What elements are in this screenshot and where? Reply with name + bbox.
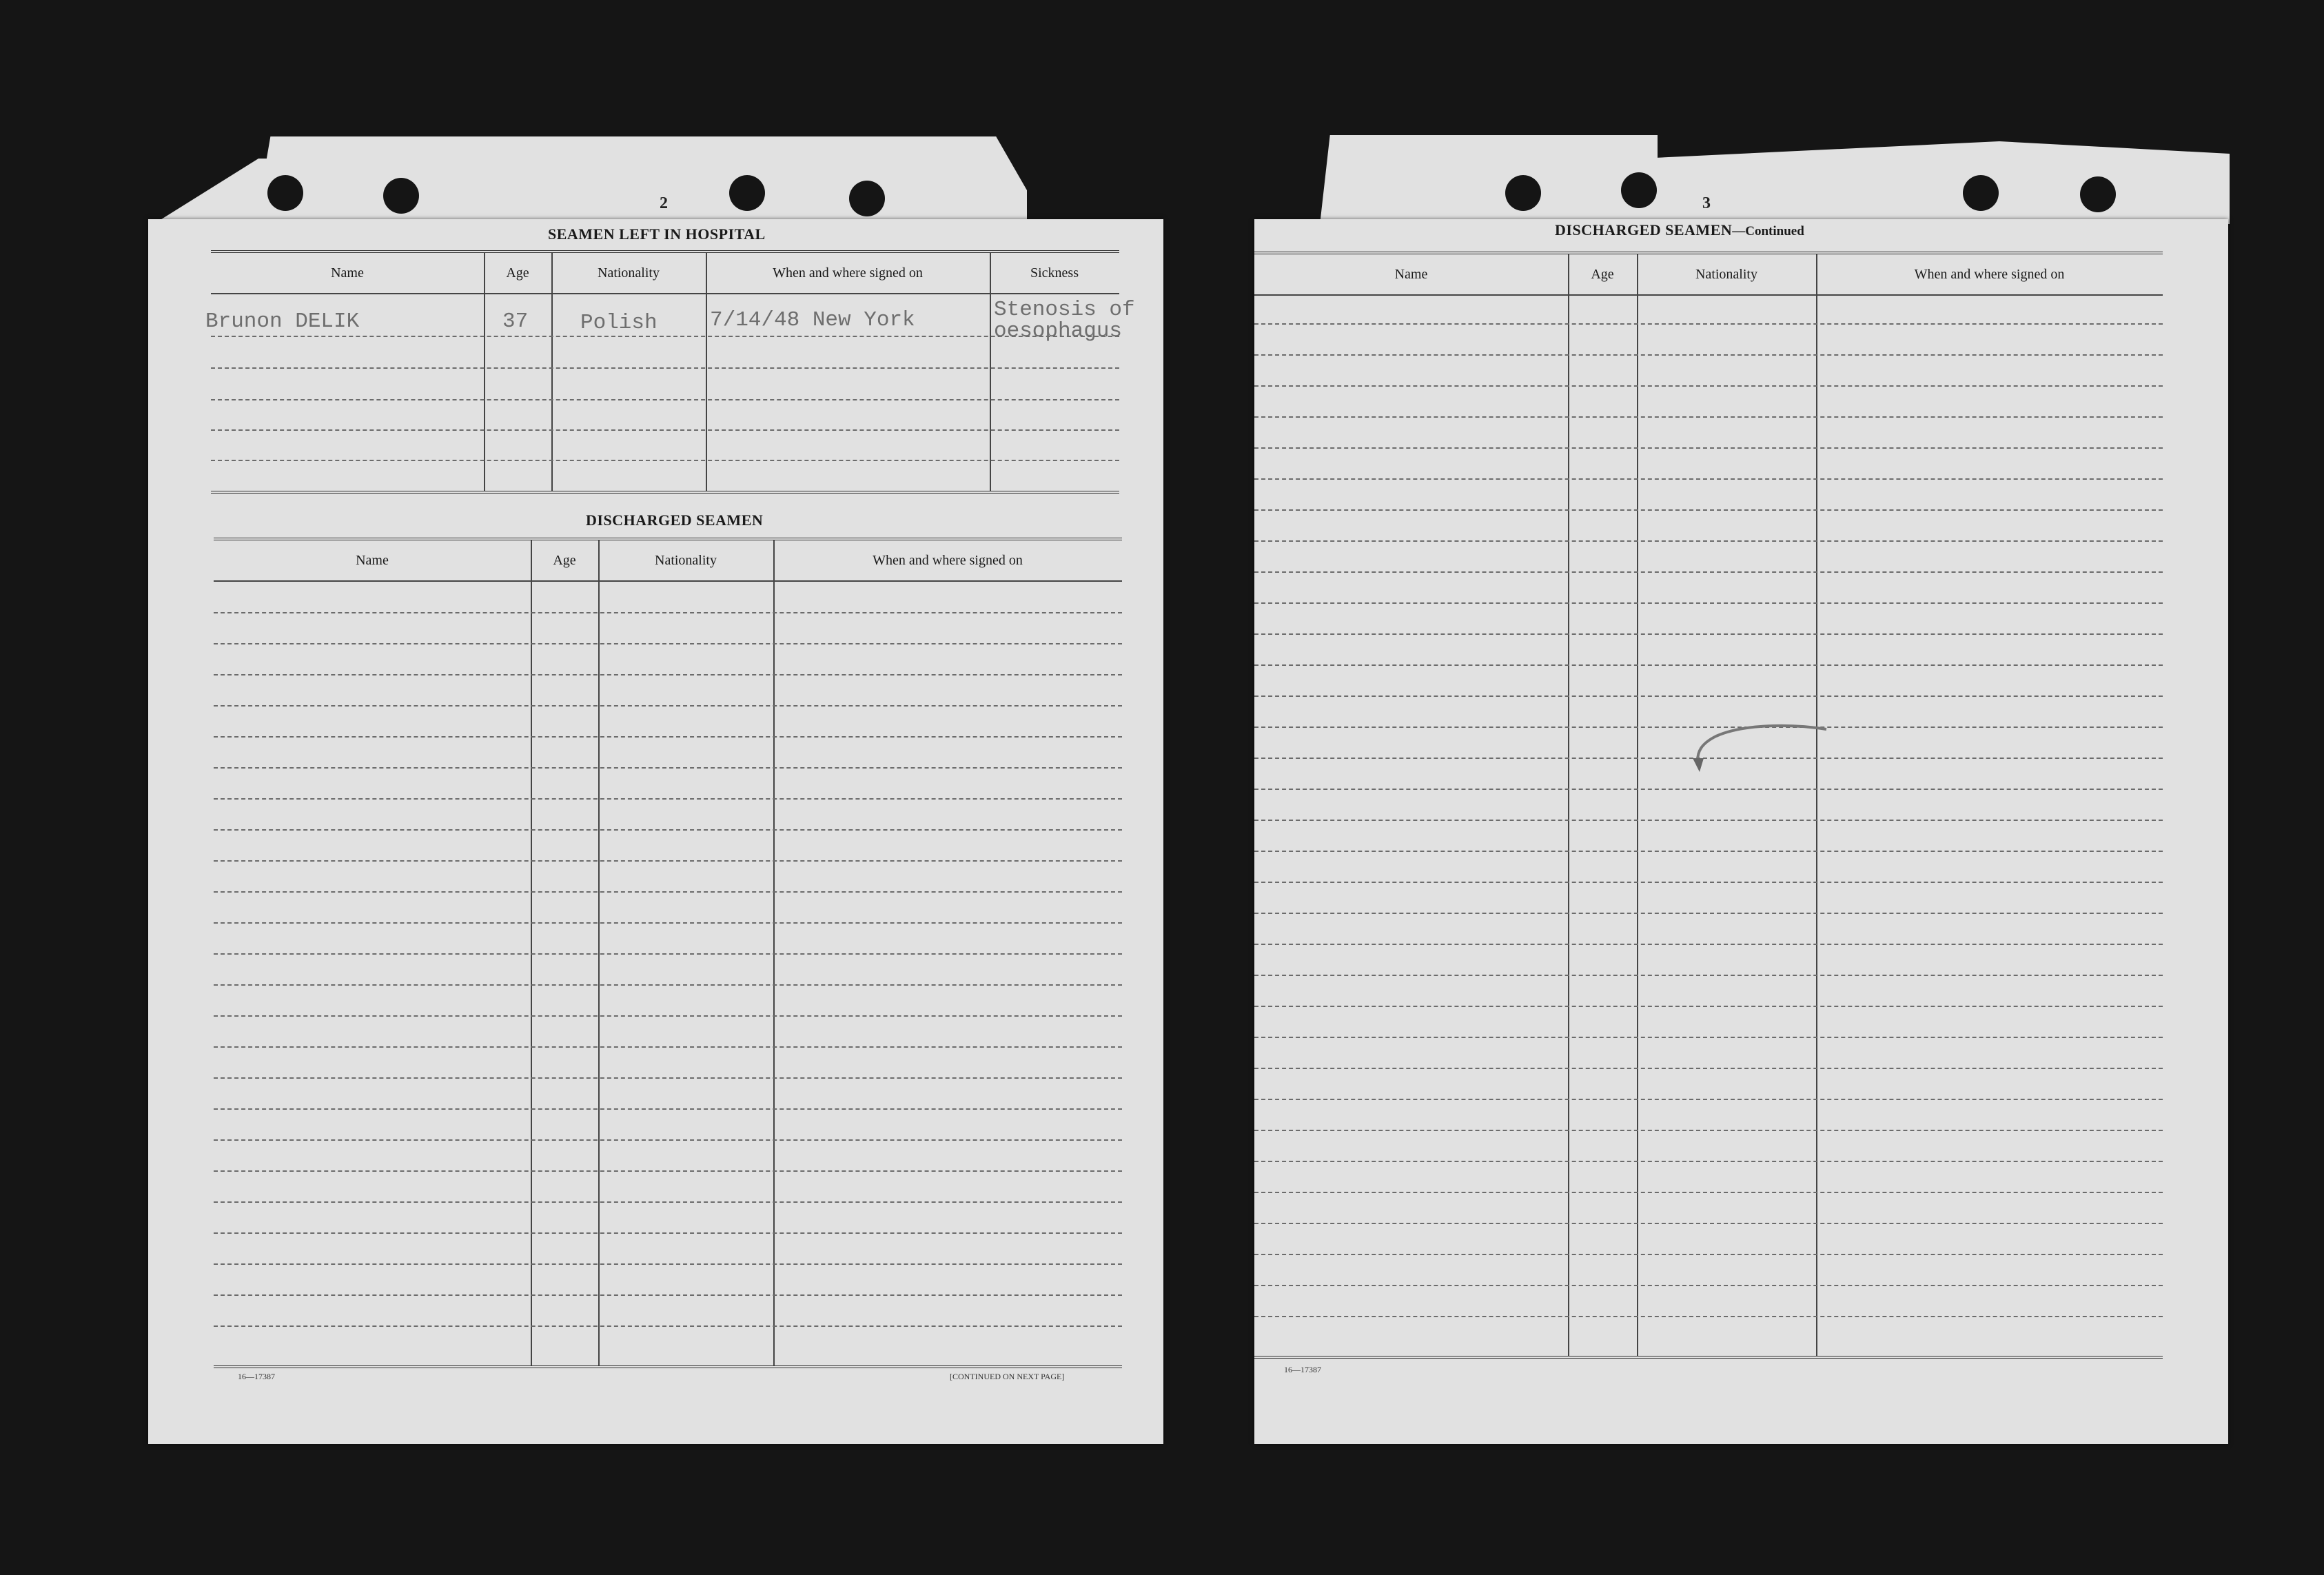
- row-line: [1254, 1223, 2163, 1224]
- row-line: [1254, 478, 2163, 480]
- hospital-entry-name: Brunon DELIK: [205, 309, 360, 334]
- row-line: [1254, 1161, 2163, 1162]
- row-line: [214, 612, 1122, 613]
- row-line: [1254, 385, 2163, 387]
- row-line: [1254, 820, 2163, 821]
- row-line: [1254, 602, 2163, 604]
- binder-hole: [1963, 175, 1999, 211]
- row-line: [214, 736, 1122, 738]
- left-page-tab: [255, 136, 1027, 226]
- column-divider: [990, 253, 991, 491]
- column-header-name: Name: [211, 253, 484, 294]
- hospital-entry-signed-on: 7/14/48 New York: [710, 308, 915, 332]
- column-divider: [484, 253, 485, 491]
- row-line: [214, 891, 1122, 893]
- hospital-entry-sickness-cont: oesophagus: [994, 319, 1123, 343]
- row-line: [214, 1046, 1122, 1048]
- row-line: [211, 460, 1119, 461]
- column-header-sickness: Sickness: [990, 253, 1119, 294]
- row-line: [1254, 633, 2163, 635]
- page-number-right: 3: [1702, 194, 1711, 212]
- discharged-table-left: [214, 538, 1122, 1368]
- hospital-table: [211, 250, 1119, 494]
- column-divider: [706, 253, 707, 491]
- row-line: [1254, 1006, 2163, 1007]
- column-header-name: Name: [1254, 254, 1568, 296]
- row-line: [214, 1108, 1122, 1110]
- row-line: [214, 767, 1122, 769]
- continued-suffix: —Continued: [1732, 224, 1804, 238]
- row-line: [214, 674, 1122, 675]
- column-divider: [1568, 254, 1569, 1356]
- column-header-signed-on: When and where signed on: [1816, 254, 2163, 296]
- row-line: [214, 1294, 1122, 1296]
- row-line: [1254, 975, 2163, 976]
- row-line: [211, 399, 1119, 400]
- discharged-section-title: DISCHARGED SEAMEN: [586, 511, 764, 529]
- hospital-section-title: SEAMEN LEFT IN HOSPITAL: [548, 225, 766, 243]
- row-line: [214, 984, 1122, 986]
- column-divider: [1637, 254, 1638, 1356]
- row-line: [214, 860, 1122, 862]
- row-line: [214, 922, 1122, 924]
- right-page-tab: [1320, 135, 1658, 225]
- row-line: [214, 1325, 1122, 1327]
- row-line: [1254, 447, 2163, 449]
- column-header-name: Name: [214, 540, 531, 582]
- page-number-left: 2: [660, 194, 668, 212]
- row-line: [214, 1170, 1122, 1172]
- row-line: [214, 705, 1122, 707]
- column-header-age: Age: [1568, 254, 1637, 296]
- row-line: [211, 429, 1119, 431]
- row-line: [214, 1015, 1122, 1017]
- row-line: [1254, 1192, 2163, 1193]
- row-line: [1254, 416, 2163, 418]
- column-header-age: Age: [531, 540, 598, 582]
- column-header-nationality: Nationality: [598, 540, 773, 582]
- discharged-continued-title-text: DISCHARGED SEAMEN: [1555, 221, 1733, 238]
- row-line: [211, 367, 1119, 369]
- row-line: [1254, 789, 2163, 790]
- pencil-mark: [1668, 724, 1833, 779]
- form-number-right: 16—17387: [1284, 1365, 1321, 1374]
- row-line: [1254, 1254, 2163, 1255]
- row-line: [1254, 571, 2163, 573]
- binder-hole: [383, 178, 419, 214]
- row-line: [1254, 851, 2163, 852]
- row-line: [1254, 1316, 2163, 1317]
- row-line: [1254, 882, 2163, 883]
- row-line: [214, 1263, 1122, 1265]
- row-line: [1254, 540, 2163, 542]
- hospital-entry-nationality: Polish: [580, 311, 658, 335]
- row-line: [214, 798, 1122, 800]
- column-divider: [551, 253, 553, 491]
- column-header-nationality: Nationality: [1637, 254, 1816, 296]
- row-line: [1254, 354, 2163, 356]
- row-line: [1254, 1037, 2163, 1038]
- row-line: [214, 829, 1122, 831]
- hospital-entry-sickness: Stenosis of: [994, 298, 1135, 322]
- row-line: [1254, 323, 2163, 325]
- binder-hole: [2080, 176, 2116, 212]
- right-page-tab-right: [1654, 141, 2230, 224]
- discharged-table-right: [1254, 252, 2163, 1359]
- row-line: [1254, 695, 2163, 697]
- row-line: [1254, 1068, 2163, 1069]
- row-line: [214, 1201, 1122, 1203]
- row-line: [1254, 1285, 2163, 1286]
- row-line: [214, 953, 1122, 955]
- column-header-nationality: Nationality: [551, 253, 706, 294]
- discharged-continued-title: [1555, 221, 1804, 239]
- continued-note: [CONTINUED ON NEXT PAGE]: [950, 1372, 1065, 1381]
- row-line: [214, 1077, 1122, 1079]
- row-line: [214, 1232, 1122, 1234]
- column-header-signed-on: When and where signed on: [706, 253, 990, 294]
- column-divider: [1816, 254, 1817, 1356]
- row-line: [1254, 1130, 2163, 1131]
- row-line: [1254, 664, 2163, 666]
- row-line: [1254, 944, 2163, 945]
- binder-hole: [849, 181, 885, 216]
- row-line: [211, 336, 1119, 337]
- column-header-signed-on: When and where signed on: [773, 540, 1122, 582]
- row-line: [214, 643, 1122, 644]
- column-header-age: Age: [484, 253, 551, 294]
- binder-hole: [267, 175, 303, 211]
- row-line: [1254, 913, 2163, 914]
- binder-hole: [729, 175, 765, 211]
- row-line: [1254, 1099, 2163, 1100]
- hospital-entry-age: 37: [502, 309, 529, 334]
- row-line: [214, 1139, 1122, 1141]
- form-number-left: 16—17387: [238, 1372, 275, 1381]
- binder-hole: [1621, 172, 1657, 208]
- row-line: [1254, 509, 2163, 511]
- binder-hole: [1505, 175, 1541, 211]
- left-page-corner: [148, 159, 286, 227]
